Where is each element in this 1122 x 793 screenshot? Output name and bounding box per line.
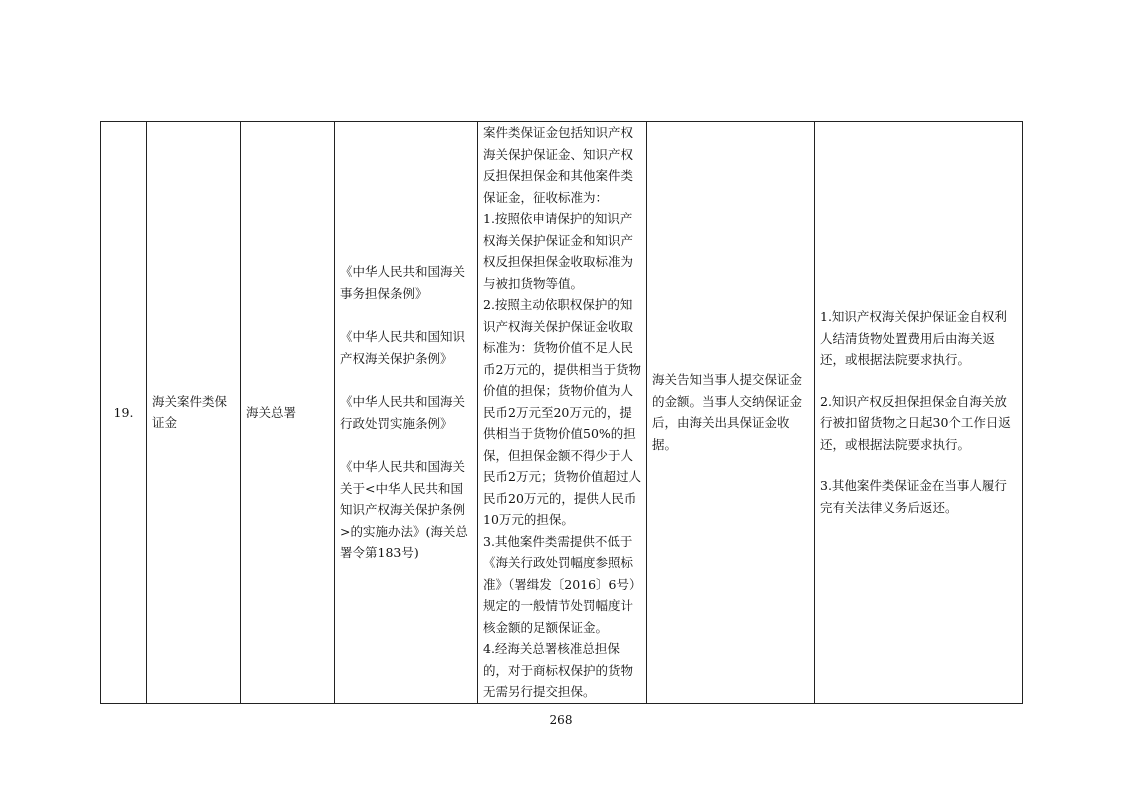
collection-method: 海关告知当事人提交保证金的金额。当事人交纳保证金后，由海关出具保证金收据。 xyxy=(652,372,803,452)
collection-standard-item: 3.其他案件类需提供不低于《海关行政处罚幅度参照标准》（署缉发〔2016〕6号）规定的一般情节处罚幅度计核金额的足额保证金。 xyxy=(483,533,636,635)
collection-standard-item: 4.经海关总署核准总担保的，对于商标权保护的货物无需另行提交担保。 xyxy=(483,641,634,699)
return-term-item: 1.知识产权海关保护保证金自权利人结清货物处置费用后由海关返还，或根据法院要求执行。 xyxy=(820,309,1007,368)
collection-standard-cell xyxy=(478,122,647,704)
return-term-item: 2.知识产权反担保担保金自海关放行被扣留货物之日起30个工作日返还，或根据法院要求执行。 xyxy=(820,393,1011,452)
collection-standard-item: 2.按照主动依职权保护的知识产权海关保护保证金收取标准为：货物价值不足人民币2万元的，提供相当于货物价值的担保；货物价值为人民币2万元至20万元的，提供相当于货物价值50%的担保，但担保金额不得少于人民币2万元；货物价值超过人民币20万元的，提供人民币10万元的担保。 xyxy=(483,297,641,527)
legal-basis-item: 《中华人民共和国海关行政处罚实施条例》 xyxy=(340,394,466,431)
table-row xyxy=(101,122,1023,704)
collection-standard-intro: 案件类保证金包括知识产权海关保护保证金、知识产权反担保担保金和其他案件类保证金，征收标准为： xyxy=(483,125,634,205)
return-term-item: 3.其他案件类保证金在当事人履行完有关法律义务后返还。 xyxy=(820,478,1007,515)
legal-basis-item: 《中华人民共和国海关关于<中华人民共和国知识产权海关保护条例>的实施办法》(海关总署令第183号) xyxy=(340,459,468,560)
row-number: 19. xyxy=(113,404,134,420)
collection-method-cell xyxy=(647,122,815,704)
legal-basis-item: 《中华人民共和国海关事务担保条例》 xyxy=(340,264,466,301)
item-name-cell xyxy=(147,122,241,704)
authority: 海关总署 xyxy=(246,404,297,420)
authority-cell xyxy=(241,122,335,704)
page-number: 268 xyxy=(549,713,573,727)
fee-table xyxy=(100,121,1023,704)
row-number-cell xyxy=(101,122,147,704)
legal-basis-item: 《中华人民共和国知识产权海关保护条例》 xyxy=(340,329,466,366)
item-name: 海关案件类保证金 xyxy=(152,393,228,431)
collection-standard-item: 1.按照依申请保护的知识产权海关保护保证金和知识产权反担保担保金收取标准为与被扣货物等值。 xyxy=(483,211,634,291)
return-terms-cell xyxy=(815,122,1023,704)
legal-basis-cell xyxy=(335,122,478,704)
